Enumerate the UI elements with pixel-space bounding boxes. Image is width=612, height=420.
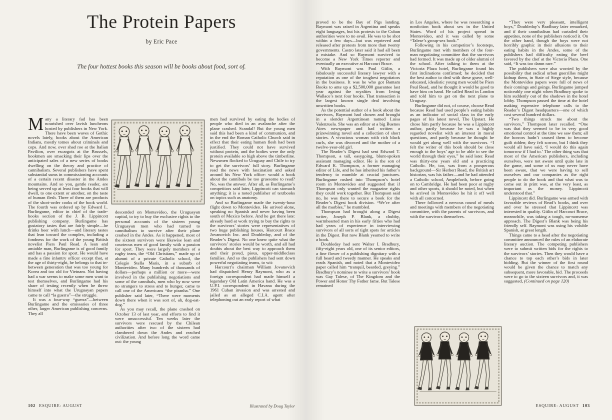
last-paragraph-text: Things came to a head after the negotiating committee announced the rules of an elaborate literary auction. The competing publishers were to submit written bids for the rights to the survivors’ stories. Then they would have a chance to top each other’s bids in later bidding. But the winner of the first round would be given the chance to match any subsequent, more favorable, bid. The proceeds were to go to the sixteen survivors and, it was suggested, bbox=[504, 232, 588, 284]
paragraph: descended on Montevideo, the Uruguayan capital, to try to buy the exclusive rights to the personal accounts of the sixteen young Uruguayan men who had turned to cannibalism to survive after their plane crashed in the Andes. As it happened, most of the sixteen survivors were likewise lean and courteous men of good family with a passion for sport. They were largely members of a rugby team, the “Old Christians,” made up of alumni of a private Catholic school, the Colegio Stella Maris, in a suburb of Montevideo. Many hundreds of thousands of dollars—perhaps a million or more—were involved in the publishing negotiations and some of the cannibals, men who by now were no strangers to stress and to hunger, came to call one of the Americans “the piranha.” One publisher said later, “There were moments down there when it was sort of, ah, dog-eat-dog.” bbox=[115, 210, 200, 307]
paragraph: And so Burlingame made the twenty-hour flight down to Montevideo. He arrived alone, speaking no Spanish and never having been south of Mexico before. And he got there late: already hard at work trying to buy the rights to the survivors’ stories were representatives of two huge publishing houses, Harcourt Brace Jovanovich Inc. and Doubleday, and of the Reader’s Digest. No one knew quite what the survivors’ stories would be worth, and all had doubts about the best way to approach them and their proud, pious, upper-middleclass families. And so the publishers had sent down powerful negotiating teams, to wit: bbox=[210, 199, 295, 265]
lead-text: any a literary fad has been nourished over lavish luncheons hosted by publishers in New York. There have been waves of Gothic novels lately, books about the American Indians, mostly tomes about criminals and cops. And now, over shad roe at the Italian Pavilion, over escargots at the Brussels, bookmen are smacking their lips over the anticipated sales of a new series of books dwelling on the theory and practice of cannibalism. Several publishers have spent substantial sums in commissioning accounts of a certain recent disaster in the Andes mountains. And so you, gentle reader, are being served up at least four books that will dwell, to one extent or another, on the taste of human flesh. Three of them are products of the short-order cooks of the book world. The fourth was ordered up by Edward L. Burlingame, editor in chief of the trade-books section of the J. B. Lippincott publishing company. Burlingame has gustatory tastes that are fairly simple—he drinks beer with lunch—and literary tastes that lean toward the complex, including a fondness for the work of the young British novelist Piers Paul Read. A lean and amiable man, Burlingame is of good family and has a passion for sport. He would have made a fine infantry officer except that, at the age of thirty-eight, he belongs to that in-between generation that was too young for Korea and too old for Vietnam. Not having had a war seems to make some men want to test themselves, and Burlingame had his share of testing recently when he threw himself into what the Uruguayan papers came to call “la guerra”—the struggle. bbox=[28, 117, 108, 298]
paragraph: in Los Angeles, where he was researching a nonfiction book about sex in the United States. Word of his project spread in Montevideo, and it was called by some “Talese’s group-sex book.” bbox=[410, 20, 494, 43]
magazine-name: ESQUIRE: AUGUST bbox=[39, 403, 83, 408]
page-folio-left bbox=[28, 403, 82, 408]
walking-figures-illustration-dark bbox=[414, 323, 502, 409]
left-column-1 bbox=[28, 117, 108, 404]
paragraph: As the potential author of a book about the survivors, Raymont had chosen and brought in a slender Argentinean named Luisa Valenzuela. She was an editor at a big Buenos Aires newspaper and had written a prizewinning novel and a collection of short stories. A vivacious woman with rich black curls, she was divorced and the mother of a twelve-year-old girl. bbox=[316, 107, 400, 150]
paragraph: The publishers were also worried by the possibility that radical urban guerrillas might kidnap them, in State of Siege style, because the Montevideo papers were full of news of their comings and goings. Burlingame jumped noticeably one night when Bradbury spoke to him suddenly out of the shadows in the hotel lobby. Thompson passed the time at the hotel making expensive telephone calls to the Reader’s Digest headquarters—one of which cost several hundred dollars. bbox=[504, 65, 588, 117]
paragraph-list bbox=[504, 20, 588, 233]
paragraph: “They were very pleasant, intelligent boys,” Doubleday’s Bradbury later remarked, and if their cannibalism had curtailed their appetites, none of the publishers noticed it. On the other hand, though the boys were not horribly graphic in their allusions to their eating habits in the Andes, some of the publishers had difficulty eating the beef favored by the chef at the Victoria Plaza. One said, “It was too damn rare.” bbox=[504, 20, 588, 67]
paragraph: Following in his competitor’s footsteps, Burlingame met with members of the four-man negotiating committee that the survivors had formed. It was made up of older alumni of the school. After talking to them at the Victoria Plaza hotel, Burlingame found his first inclinations confirmed; he decided that the best author to deal with these grave, well-educated, idealistic young men would be Piers Paul Read, and he thought it would be good to have him on hand. He called Read in London and told him to get on the next plane to Uruguay. bbox=[410, 42, 494, 104]
paragraph: With Raymont was Paul Gitlin, a fabulously successful literary lawyer with a reputation as one of the toughest negotiators in the business. It was he who got Bantam Books to ante up a $2,500,000 guarantee last year against the royalties from Irving Wallace’s next four books. That transaction is the largest known single deal involving unwritten books. bbox=[316, 65, 400, 108]
paragraph: Doubleday had sent Walter I. Bradbury, fifty-eight years old, one of its senior editors, a fine flower of a publishing dignitary with a full beard and tweedy manner. He speaks and reads Spanish, and noted that a Montevideo paper called him “tranquil, bearded, greying.” Bradbury’s nominee to write a survivors’ book was Gay Talese, of The Kingdom and the Power and Honor Thy Father fame. But Talese remained bbox=[316, 241, 400, 289]
drop-cap: M bbox=[28, 117, 44, 134]
last-paragraph bbox=[504, 233, 588, 284]
page-number: 103 bbox=[582, 403, 590, 408]
paragraph: Burlingame did not, of course, choose Read because Read had used people’s eating habits as an indicator of social class in the early pages of his latest novel, The Upstart. He chose him partly because he was a Lippincott author, partly because he was a highly regarded novelist with an interest in moral questions, and partly because he thought he would get along well with the survivors. “I felt the writer of this book should be close enough to the boys’ age to be able to see the world through their eyes,” he said later. Read was thirty-one years old and a practicing Catholic. He, too, was from a prosperous background—Sir Herbert Read, the British art historian, was his father—and he had attended a Catholic school, Ampleforth, before going on to Cambridge. He had been poor at rugby and other sports, it should be noted, but when he arrived in Montevideo he hit it off well with all concerned. bbox=[410, 102, 494, 201]
paragraph: It was a four-way “guerra”—between Burlingame and the emissaries of three other, larger American publishing concerns. They all bbox=[28, 296, 108, 316]
paragraph: There followed a nervous round of meals and meetings with members of the negotiating committee, with the parents of survivors, and with the survivors themselves. bbox=[410, 199, 494, 219]
paragraph: men had survived by eating the bodies of people who died in an avalanche after the plane crashed. Scandal! But the young men said this had been a kind of communion, and in the end the Roman Catholic Church said in effect that their eating human flesh had been justified. They could not have survived without protein, and the bodies were the only protein available so high above the timberline. Newsmen flocked to Uruguay and Chile to try to get the survivors’ full story. Burlingame read the news with fascination and asked around his New York office: would a book about the cannibals be too gruesome to read? No, was the answer. After all, as Burlingame’s competitors said later, Lippincott can stomach anything; it is a noted publisher of textbooks on topics such as anatomy. bbox=[210, 117, 295, 201]
page-number: 102 bbox=[28, 403, 36, 408]
right-page bbox=[306, 0, 612, 420]
illustration-credit: Illustrated by Doug Taylor bbox=[249, 403, 295, 409]
paragraph: Lippincott did. Burlingame was armed with favorable reviews of Read’s books, and over and over he stressed that Lippincott was interested in quality. Gitlin of Harcourt Brace, meanwhile, was taking a tough, no-nonsense approach. The Digest’s Blank was being his friendly self. Raymont was using his voluble Spanish, at great length. bbox=[504, 195, 588, 233]
paragraph: Harcourt’s chairman William Jovanovich had dispatched Henry Raymont, who as a foreign correspondent had made himself a legendary Old Latin America hand. He was a U.P.I. correspondent in Havana during the 1961 Cuban invasion and was arrested and jailed as an alleged C.I.A. agent after telephoning out an early report of what bbox=[210, 264, 295, 302]
walking-figures-illustration-light bbox=[111, 119, 205, 205]
left-column-3 bbox=[210, 117, 295, 404]
right-column-2 bbox=[410, 20, 494, 321]
continued-note: (Continued on page 120) bbox=[524, 278, 570, 284]
lead-paragraph bbox=[28, 117, 108, 297]
byline: by Eric Pace bbox=[145, 39, 178, 45]
paragraph: Thompson had brought along a Digest writer, Joseph P. Blank, a chubby, warmhearted man in his early fifties who had had years of experience in interviewing survivors of all sorts of tight spots for articles in the Digest. But now Blank yearned to write a book. bbox=[316, 209, 400, 242]
paragraph: proved to be the Bay of Pigs landing. Raymont was raised in Argentina and speaks eight languages, but his protests to the Cuban authorities were to no avail. He was to be shot within a few days—but was reprieved and released after protests from more than twenty governments. Castro later said it had all been a mistake. And so Raymont survived to become a New York Times reporter and eventually an executive at Harcourt Brace. bbox=[316, 20, 400, 67]
paragraph-list bbox=[28, 297, 108, 316]
paragraph: The Reader’s Digest had sent Edward T. Thompson, a tall, easygoing, blunt-spoken assistant managing editor. He is the son of Edward K. Thompson, a former managing editor of Life, and he has inherited his father’s tendency to mumble at crucial junctures. Burlingame rushed into Thompson’s hotel room in Montevideo and suggested that if Thompson only wanted the magazine rights they could work together. But Thompson said no, he was there to secure a book for the Reader’s Digest book division. “We’re after all the marbles,” he mumbled. bbox=[316, 149, 400, 210]
left-column-2 bbox=[115, 210, 200, 404]
article-title: The Protein Papers bbox=[86, 11, 237, 33]
paragraph: As you may recall, the plane crashed on October 13 of last year, and efforts to find it were unsuccessful. Ten weeks later the survivors were rescued by the Chilean authorities after two of the sixteen had clambered down the Andes and reached civilization. And before long the word came out: the young bbox=[115, 306, 200, 344]
paragraph: “Two things struck me about the survivors,” Thompson later recalled. “One was that they seemed to be in very good emotional control at the time we saw them; all the horrors hadn’t caused them to become guilt ridden; they felt sorrow, but I think they would all have said, ‘I would do this again tomorrow if I had to.’ The other thing was that most of the American publishers, including ourselves, were not aware until quite late in the game, and some of us may never have been aware, that we were having to sell ourselves and our companies as the right people to do the book and that what was to come out in print was, at the very least, as important as the money. Lippincott understood that.” bbox=[504, 116, 588, 196]
right-column-3 bbox=[504, 20, 588, 405]
right-column-1 bbox=[316, 20, 400, 405]
walking-figures-icon bbox=[414, 323, 502, 409]
magazine-name: ESQUIRE: AUGUST bbox=[535, 403, 579, 408]
tagline: The four hottest books this season will be books about food, sort of. bbox=[77, 63, 246, 70]
page-folio-right bbox=[536, 403, 590, 408]
walking-figures-icon bbox=[111, 119, 205, 205]
